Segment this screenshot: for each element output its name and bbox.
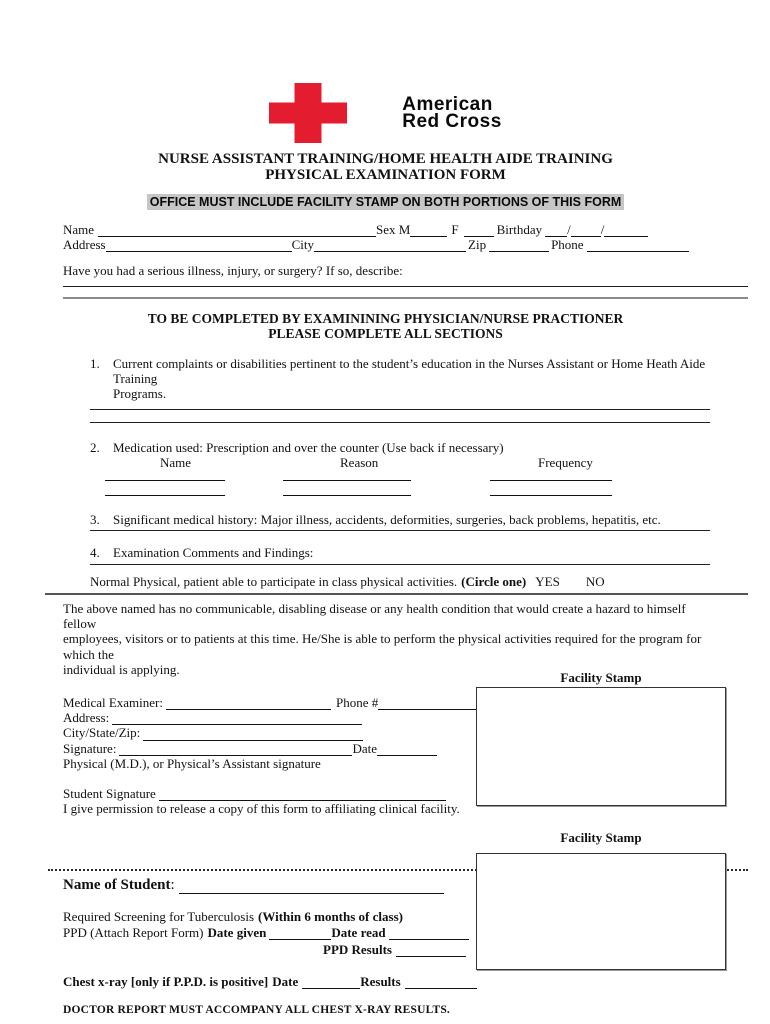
facility-stamp-box-1 <box>476 687 726 806</box>
sex-f-blank[interactable] <box>464 223 494 237</box>
item-4-number: 4. <box>90 544 100 560</box>
examiner-phone-label: Phone # <box>336 694 379 710</box>
tb-window-text: (Within 6 months of class) <box>258 909 403 925</box>
illness-answer-line-1[interactable] <box>63 286 748 287</box>
name-row <box>63 222 708 237</box>
birthday-day-blank[interactable] <box>571 223 601 237</box>
facility-stamp-label-1: Facility Stamp <box>560 670 642 685</box>
section-divider <box>45 593 748 595</box>
item-1-number: 1. <box>90 355 100 371</box>
attestation-paragraph <box>63 601 708 677</box>
item-2-text: Medication used: Prescription and over the counter (Use back if necessary) <box>113 440 504 456</box>
birthday-slash-2: / <box>600 222 605 237</box>
red-cross-icon <box>269 83 347 143</box>
name-label: Name <box>63 222 95 237</box>
birthday-year-blank[interactable] <box>604 223 648 237</box>
med-name-blank-1[interactable] <box>105 467 225 481</box>
normal-physical-row <box>90 574 708 589</box>
physician-header-line-1: TO BE COMPLETED BY EXAMININING PHYSICIAN/NURSE PRACTIONER <box>147 311 624 327</box>
history-answer-line[interactable] <box>90 530 710 531</box>
xray-results-blank[interactable] <box>405 975 477 989</box>
med-reason-blank-2[interactable] <box>283 482 411 496</box>
date-given-label: Date given <box>207 924 267 940</box>
phone-blank[interactable] <box>587 238 689 252</box>
item-1-text-line-2: Programs. <box>113 385 167 401</box>
yes-option[interactable]: YES <box>535 573 560 589</box>
sex-m-label: Sex M <box>376 222 411 237</box>
city-label: City <box>291 237 315 253</box>
xray-results-label: Results <box>360 973 401 989</box>
no-option[interactable]: NO <box>585 573 605 589</box>
item-4 <box>90 545 708 560</box>
medication-name-header: Name <box>160 455 192 471</box>
item-2 <box>90 440 708 455</box>
form-title <box>63 151 708 183</box>
item-3-text: Significant medical history: Major illness, accidents, deformities, surgeries, back problems, hepatitis, etc. <box>113 512 661 528</box>
attestation-line-3: individual is applying. <box>63 661 180 677</box>
physician-header-line-2: PLEASE COMPLETE ALL SECTIONS <box>268 326 503 342</box>
city-state-zip-label: City/State/Zip: <box>63 725 141 741</box>
city-state-zip-blank[interactable] <box>143 727 363 741</box>
birthday-month-blank[interactable] <box>545 223 567 237</box>
item-3-number: 3. <box>90 512 100 528</box>
item-1 <box>90 356 708 402</box>
circle-one-label: (Circle one) <box>461 573 527 589</box>
med-reason-blank-1[interactable] <box>283 467 411 481</box>
date-given-blank[interactable] <box>269 926 331 940</box>
address-label: Address <box>63 237 106 253</box>
doctor-report-note: DOCTOR REPORT MUST ACCOMPANY ALL CHEST X-RAY RESULTS. <box>63 1004 451 1017</box>
zip-label: Zip <box>468 237 487 253</box>
date-read-label: Date read <box>331 924 386 940</box>
item-2-number: 2. <box>90 440 100 456</box>
brand-line-2: Red Cross <box>402 111 502 132</box>
birthday-slash-1: / <box>567 222 571 237</box>
examiner-signature-note: Physical (M.D.), or Physical’s Assistant signature <box>63 755 321 771</box>
signature-date-label: Date <box>352 740 377 756</box>
examiner-address-label: Address: <box>63 710 110 726</box>
name-of-student-label: Name of Student <box>63 877 171 894</box>
name-of-student-blank[interactable] <box>179 878 444 894</box>
medication-reason-header: Reason <box>340 455 379 471</box>
xray-date-label: Date <box>272 973 299 989</box>
signature-label: Signature: <box>63 740 117 756</box>
complaints-line-1[interactable] <box>90 409 710 410</box>
item-3 <box>90 512 708 527</box>
brand-line-1: American <box>402 94 493 115</box>
examiner-name-blank[interactable] <box>166 696 331 710</box>
illness-answer-line-2[interactable] <box>63 297 748 300</box>
facility-stamp-banner: OFFICE MUST INCLUDE FACILITY STAMP ON BOTH PORTIONS OF THIS FORM <box>147 194 625 210</box>
facility-stamp-label-2: Facility Stamp <box>560 830 642 845</box>
attestation-line-2: employees, visitors or to patients at this time. He/She is able to perform the physical activities required for the program for which the <box>63 631 702 662</box>
tb-screening-text: Required Screening for Tuberculosis <box>63 909 255 925</box>
student-signature-blank[interactable] <box>159 787 446 801</box>
student-signature-label: Student Signature <box>63 785 156 801</box>
attestation-line-1: The above named has no communicable, disabling disease or any health condition that would create a hazard to himself fellow <box>63 600 686 632</box>
complaints-line-2[interactable] <box>90 422 710 423</box>
name-blank[interactable] <box>98 223 376 237</box>
illness-question: Have you had a serious illness, injury, or surgery? If so, describe: <box>63 263 403 279</box>
item-1-text-line-1: Current complaints or disabilities pertinent to the student’s education in the Nurses Assistant or Home Heath Aide Training <box>113 355 706 386</box>
city-blank[interactable] <box>314 238 466 252</box>
date-read-blank[interactable] <box>389 926 469 940</box>
red-cross-logo <box>63 82 708 144</box>
brand-wordmark <box>402 96 502 130</box>
ppd-results-blank[interactable] <box>396 943 466 957</box>
med-frequency-blank-2[interactable] <box>490 482 612 496</box>
medication-frequency-header: Frequency <box>538 455 593 471</box>
examiner-signature-blank[interactable] <box>119 742 352 756</box>
sex-m-blank[interactable] <box>410 223 447 237</box>
physician-section-header <box>63 311 708 341</box>
signature-date-blank[interactable] <box>377 742 437 756</box>
address-blank[interactable] <box>106 238 292 252</box>
phone-label: Phone <box>551 237 584 253</box>
address-row <box>63 237 708 252</box>
item-4-text: Examination Comments and Findings: <box>113 544 314 560</box>
medication-row-1 <box>63 470 708 481</box>
ppd-label: PPD (Attach Report Form) <box>63 924 204 940</box>
medication-row-2 <box>63 485 708 496</box>
sex-f-label: F <box>451 222 459 237</box>
form-title-line-1: NURSE ASSISTANT TRAINING/HOME HEALTH AIDE TRAINING <box>158 151 613 167</box>
chest-xray-label: Chest x-ray [only if P.P.D. is positive] <box>63 973 269 989</box>
name-of-student-colon: : <box>170 877 175 894</box>
facility-stamp-box-2 <box>476 853 726 970</box>
birthday-label: Birthday <box>496 222 543 237</box>
permission-statement: I give permission to release a copy of this form to affiliating clinical facility. <box>63 801 460 817</box>
zip-blank[interactable] <box>489 238 549 252</box>
chest-xray-row <box>63 974 708 989</box>
xray-date-blank[interactable] <box>302 975 360 989</box>
medical-examiner-label: Medical Examiner: <box>63 694 163 710</box>
normal-physical-text: Normal Physical, patient able to participate in class physical activities. <box>90 573 458 589</box>
findings-answer-line[interactable] <box>90 564 710 565</box>
med-frequency-blank-1[interactable] <box>490 467 612 481</box>
ppd-results-label: PPD Results <box>323 941 392 957</box>
examiner-address-blank[interactable] <box>112 711 362 725</box>
med-name-blank-2[interactable] <box>105 482 225 496</box>
form-title-line-2: PHYSICAL EXAMINATION FORM <box>265 167 506 183</box>
